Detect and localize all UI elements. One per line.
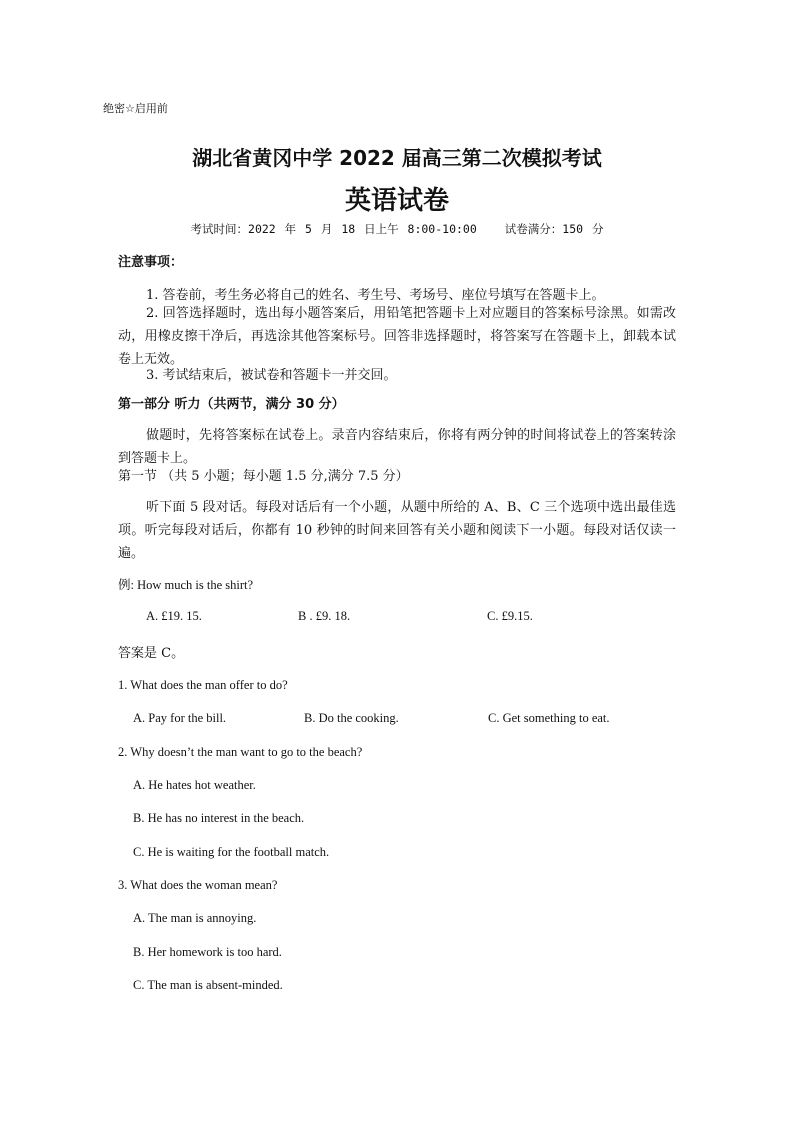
q2-option-c: C. He is waiting for the football match. [133, 845, 330, 859]
exam-subtitle: 英语试卷 [344, 186, 449, 216]
q3-option-a: A. The man is annoying. [133, 911, 257, 925]
section-intro: 听下面 5 段对话。每段对话后有一个小题，从题中所给的 A、B、C 三个选项中选出最佳选项。听完每段对话后，你都有 10 秒钟的时间来回答有关小题和阅读下一小题。每段对话仅读一遍。 [118, 500, 676, 561]
part1-intro: 做题时，先将答案标在试卷上。录音内容结束后，你将有两分钟的时间将试卷上的答案转涂到答题卡上。 [118, 428, 676, 466]
notice-item-3: 3. 考试结束后，被试卷和答题卡一并交回。 [146, 368, 397, 383]
question-1: 1. What does the man offer to do? [118, 678, 288, 692]
exam-meta [0, 221, 794, 237]
section-title: 第一节 （共 5 小题；每小题 1.5 分,满分 7.5 分） [118, 469, 409, 484]
example-option-b: B . £9. 18. [298, 609, 351, 623]
example-option-c: C. £9.15. [487, 609, 533, 623]
q3-option-c: C. The man is absent-minded. [133, 978, 283, 992]
notice-item-1: 1. 答卷前，考生务必将自己的姓名、考生号、考场号、座位号填写在答题卡上。 [146, 288, 605, 303]
example-question: 例: How much is the shirt? [118, 578, 254, 592]
q2-option-b: B. He has no interest in the beach. [133, 811, 305, 825]
question-2: 2. Why doesn’t the man want to go to the beach? [118, 745, 363, 759]
q1-option-a: A. Pay for the bill. [133, 711, 227, 725]
secret-label: 绝密☆启用前 [103, 102, 168, 115]
q1-option-b: B. Do the cooking. [304, 711, 399, 725]
notice-item-2: 2. 回答选择题时，选出每小题答案后，用铅笔把答题卡上对应题目的答案标号涂黑。如需改动，用橡皮擦干净后，再选涂其他答案标号。回答非选择题时，将答案写在答题卡上，卸载本试卷上无效。 [118, 306, 676, 367]
example-answer: 答案是 C。 [118, 646, 185, 661]
exam-title: 湖北省黄冈中学 2022 届高三第二次模拟考试 [192, 146, 602, 170]
part1-heading: 第一部分 听力（共两节，满分 30 分） [118, 397, 345, 412]
full-score: 试卷满分：150 分 [504, 222, 604, 236]
exam-time: 考试时间：2022 年 5 月 18 日上午 8:00-10:00 [190, 222, 477, 236]
notice-heading: 注意事项： [118, 255, 184, 270]
example-option-a: A. £19. 15. [146, 609, 202, 623]
q1-option-c: C. Get something to eat. [488, 711, 610, 725]
question-3: 3. What does the woman mean? [118, 878, 278, 892]
q2-option-a: A. He hates hot weather. [133, 778, 256, 792]
q3-option-b: B. Her homework is too hard. [133, 945, 282, 959]
